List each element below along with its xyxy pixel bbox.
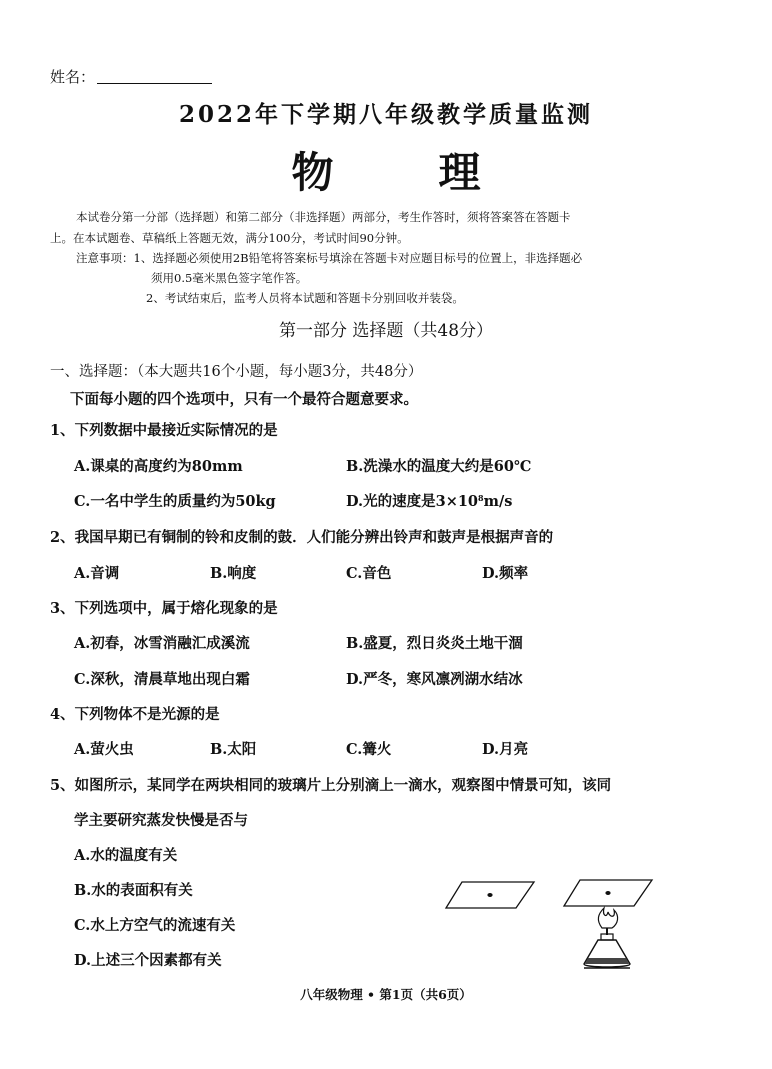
question-4-option-c: C.篝火 — [346, 741, 392, 758]
water-drop-left — [487, 893, 492, 897]
glass-plate-left — [446, 882, 534, 908]
question-2-option-a: A.音调 — [74, 565, 120, 582]
subject-char-right: 理 — [438, 148, 481, 197]
water-drop-right — [605, 891, 610, 895]
question-1-option-a: A.课桌的高度约为80mm — [74, 458, 243, 475]
glass-plate-right — [564, 880, 652, 906]
question-1-option-b: B.洗澡水的温度大约是60℃ — [346, 458, 532, 475]
question-2-stem: 2、我国早期已有铜制的铃和皮制的鼓．人们能分辨出铃声和鼓声是根据声音的 — [50, 529, 554, 546]
question-5-option-b: B.水的表面积有关 — [74, 882, 193, 899]
question-1-option-c: C.一名中学生的质量约为50kg — [74, 493, 276, 510]
question-5-option-d: D.上述三个因素都有关 — [74, 952, 222, 969]
question-5-option-a: A.水的温度有关 — [74, 847, 178, 864]
question-4-stem: 4、下列物体不是光源的是 — [50, 706, 220, 723]
question-1-stem: 1、下列数据中最接近实际情况的是 — [50, 422, 278, 439]
question-4-option-b: B.太阳 — [210, 741, 257, 758]
question-3-option-b: B.盛夏，烈日炎炎土地干涸 — [346, 635, 523, 652]
alcohol-lamp-icon — [584, 908, 630, 968]
question-4-option-d: D.月亮 — [482, 741, 529, 758]
exam-title: 2022年下学期八年级教学质量监测 — [178, 101, 593, 128]
question-5-stem-line-2: 学主要研究蒸发快慢是否与 — [74, 812, 248, 829]
notice-line-3: 2、考试结束后，监考人员将本试题和答题卡分别回收并装袋。 — [146, 291, 464, 305]
subject-title — [0, 140, 772, 200]
question-5-option-c: C.水上方空气的流速有关 — [74, 917, 236, 934]
subject-char-left: 物 — [291, 148, 334, 197]
question-2-option-c: C.音色 — [346, 565, 392, 582]
student-name-field — [50, 66, 212, 87]
question-4-option-a: A.萤火虫 — [74, 741, 134, 758]
name-label: 姓名： — [50, 68, 96, 86]
evaporation-experiment-figure — [444, 868, 654, 973]
section-title: 第一部分 选择题（共48分） — [278, 321, 494, 341]
question-1-option-d: D.光的速度是$3\times 10^8m/s$ — [346, 493, 513, 510]
intro-line-1: 本试卷分第一分部（选择题）和第二部分（非选择题）两部分，考生作答时，须将答案答在答题卡 — [76, 210, 571, 224]
question-5-stem-line-1: 5、如图所示，某同学在两块相同的玻璃片上分别滴上一滴水，观察图中情景可知，该同 — [50, 777, 612, 794]
question-3-stem: 3、下列选项中，属于熔化现象的是 — [50, 600, 278, 617]
notice-line-2: 须用0.5毫米黑色签字笔作答。 — [151, 271, 308, 285]
intro-line-2: 上。在本试题卷、草稿纸上答题无效，满分100分，考试时间90分钟。 — [50, 231, 409, 245]
question-3-option-d: D.严冬，寒风凛冽湖水结冰 — [346, 671, 523, 688]
question-2-option-d: D.频率 — [482, 565, 529, 582]
question-3-option-c: C.深秋，清晨草地出现白霜 — [74, 671, 250, 688]
page-footer: 八年级物理 • 第1页（共6页） — [300, 987, 472, 1002]
part-label: 一、选择题：（本大题共16个小题，每小题3分，共48分） — [50, 364, 423, 380]
question-2-option-b: B.响度 — [210, 565, 257, 582]
name-blank-line — [97, 69, 212, 84]
notice-line-1: 注意事项：1、选择题必须使用2B铅笔将答案标号填涂在答题卡对应题目标号的位置上，非选择题必 — [76, 251, 583, 265]
direction-text: 下面每小题的四个选项中，只有一个最符合题意要求。 — [70, 391, 418, 408]
question-3-option-a: A.初春，冰雪消融汇成溪流 — [74, 635, 250, 652]
